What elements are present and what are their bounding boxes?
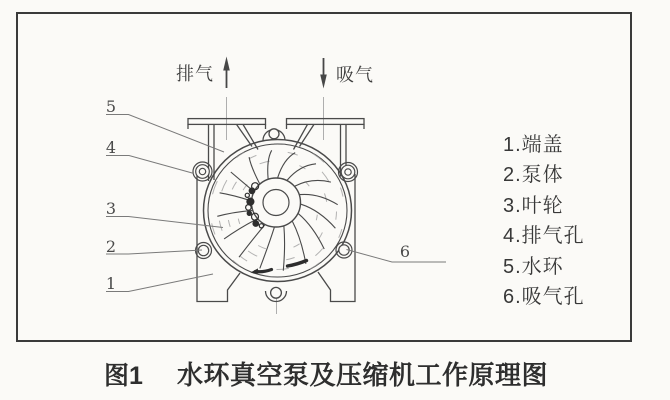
callout-3: 3 — [105, 199, 117, 218]
exhaust-label: 排气 — [176, 64, 214, 84]
figure-number: 图1 — [104, 362, 143, 390]
callout-5: 5 — [105, 97, 117, 116]
suction-down-arrow-icon — [320, 58, 327, 89]
figure-caption — [0, 355, 661, 392]
exhaust-up-arrow-icon — [223, 57, 230, 89]
legend-item-2: 2.泵体 — [503, 164, 564, 187]
legend-item-6: 6.吸气孔 — [503, 286, 585, 309]
callout-6: 6 — [399, 242, 411, 261]
parts-legend — [503, 130, 585, 312]
figure-title: 水环真空泵及压缩机工作原理图 — [176, 360, 548, 390]
callout-2: 2 — [105, 237, 117, 256]
legend-item-1: 1.端盖 — [503, 134, 564, 156]
callout-4: 4 — [105, 138, 117, 157]
suction-port-marks — [251, 261, 307, 275]
legend-item-4: 4.排气孔 — [503, 225, 585, 248]
legend-item-5: 5.水环 — [503, 255, 564, 278]
suction-label: 吸气 — [336, 65, 374, 85]
legend-item-3: 3.叶轮 — [503, 194, 564, 217]
callout-1: 1 — [105, 274, 117, 293]
